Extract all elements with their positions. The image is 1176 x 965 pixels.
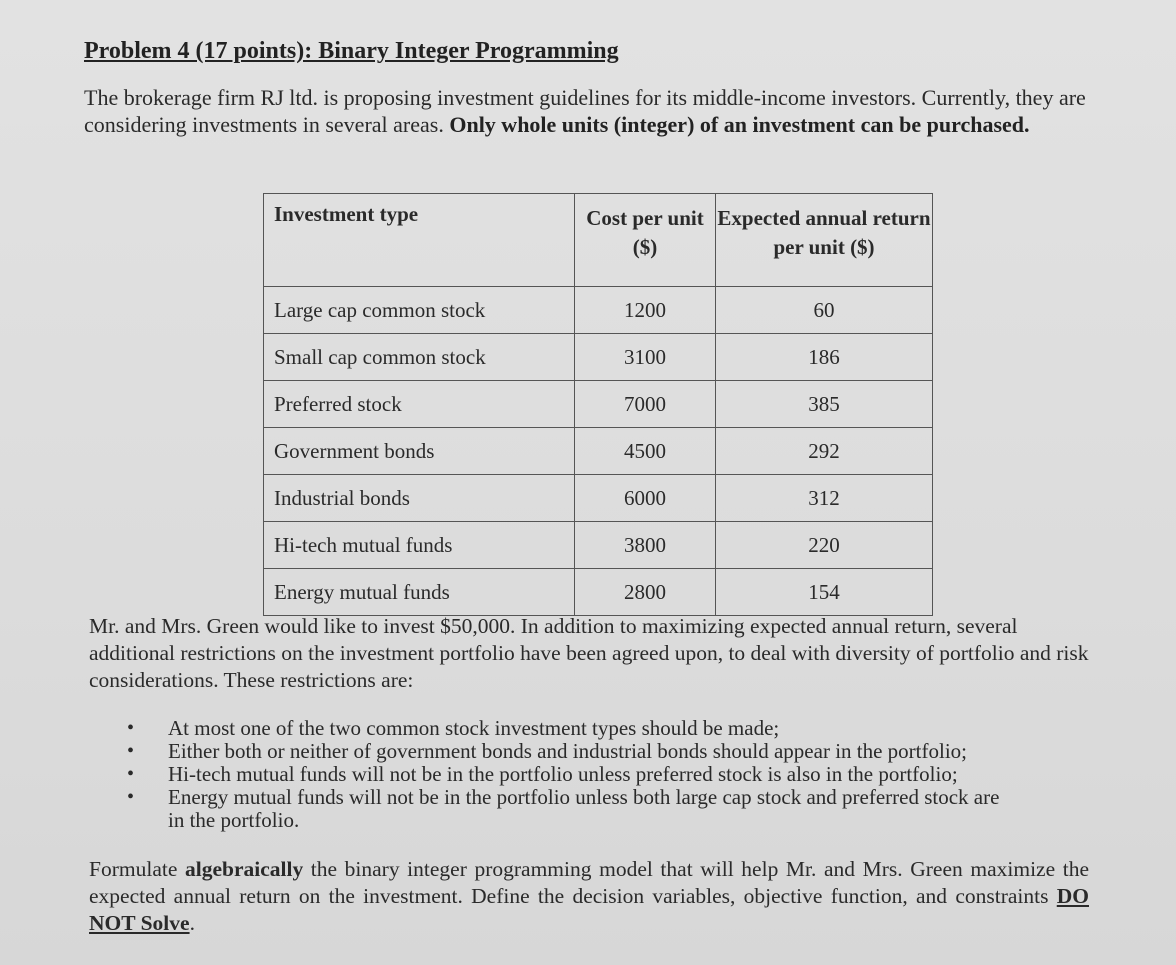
table-row [264, 475, 933, 522]
table-row [264, 569, 933, 616]
cell-type: Industrial bonds [264, 475, 575, 522]
intro-text: The brokerage firm RJ ltd. is proposing investment guidelines for its middle-income investors. Currently, they are considering investments in several areas. [84, 85, 1086, 137]
restrictions-list [90, 717, 1010, 832]
cell-return: 292 [716, 428, 933, 475]
cell-return: 186 [716, 334, 933, 381]
intro-paragraph [84, 84, 1114, 138]
table-row [264, 381, 933, 428]
header-investment-type: Investment type [264, 194, 575, 287]
cell-cost: 4500 [575, 428, 716, 475]
table-row [264, 522, 933, 569]
restriction-text: Energy mutual funds will not be in the portfolio unless both large cap stock and preferred stock are in the portfolio. [168, 785, 1000, 832]
final-text-3: . [189, 911, 195, 935]
bullet-icon: • [127, 786, 135, 808]
list-item [90, 763, 1010, 786]
cell-cost: 1200 [575, 287, 716, 334]
list-item [90, 717, 1010, 740]
cell-type: Large cap common stock [264, 287, 575, 334]
header-cost-per-unit: Cost per unit ($) [575, 194, 716, 287]
cell-cost: 2800 [575, 569, 716, 616]
intro-bold-text: Only whole units (integer) of an investment can be purchased. [449, 112, 1030, 137]
cell-cost: 3100 [575, 334, 716, 381]
bullet-icon: • [127, 740, 135, 762]
restriction-text: At most one of the two common stock investment types should be made; [168, 716, 780, 740]
cell-type: Preferred stock [264, 381, 575, 428]
do-not-solve: DO NOT Solve [89, 884, 1089, 935]
final-text-1: Formulate [89, 857, 185, 881]
investment-paragraph: Mr. and Mrs. Green would like to invest $50,000. In addition to maximizing expected annual return, several additional restrictions on the investment portfolio have been agreed upon, to deal with diversity of portfolio and risk considerations. These restrictions are: [89, 614, 1089, 692]
restriction-text: Either both or neither of government bonds and industrial bonds should appear in the portfolio; [168, 739, 968, 763]
list-item [90, 786, 1010, 832]
header-expected-return: Expected annual return per unit ($) [716, 194, 933, 287]
cell-cost: 6000 [575, 475, 716, 522]
restriction-text: Hi-tech mutual funds will not be in the portfolio unless preferred stock is also in the portfolio; [168, 762, 958, 786]
table-row [264, 287, 933, 334]
table-row [264, 428, 933, 475]
cell-type: Government bonds [264, 428, 575, 475]
cell-type: Small cap common stock [264, 334, 575, 381]
cell-cost: 7000 [575, 381, 716, 428]
bullet-icon: • [127, 717, 135, 739]
cell-type: Energy mutual funds [264, 569, 575, 616]
investment-table [263, 193, 933, 616]
cell-return: 385 [716, 381, 933, 428]
list-item [90, 740, 1010, 763]
cell-return: 220 [716, 522, 933, 569]
cell-type: Hi-tech mutual funds [264, 522, 575, 569]
cell-cost: 3800 [575, 522, 716, 569]
final-text-2: the binary integer programming model that will help Mr. and Mrs. Green maximize the expected annual return on the investment. Define the decision variables, objective function, and constraints [89, 857, 1089, 908]
bullet-icon: • [127, 763, 135, 785]
cell-return: 154 [716, 569, 933, 616]
table-header-row [264, 194, 933, 287]
table-row [264, 334, 933, 381]
problem-title: Problem 4 (17 points): Binary Integer Programming [84, 38, 619, 64]
cell-return: 60 [716, 287, 933, 334]
final-bold: algebraically [184, 857, 304, 881]
instructions-paragraph [89, 856, 1089, 937]
cell-return: 312 [716, 475, 933, 522]
